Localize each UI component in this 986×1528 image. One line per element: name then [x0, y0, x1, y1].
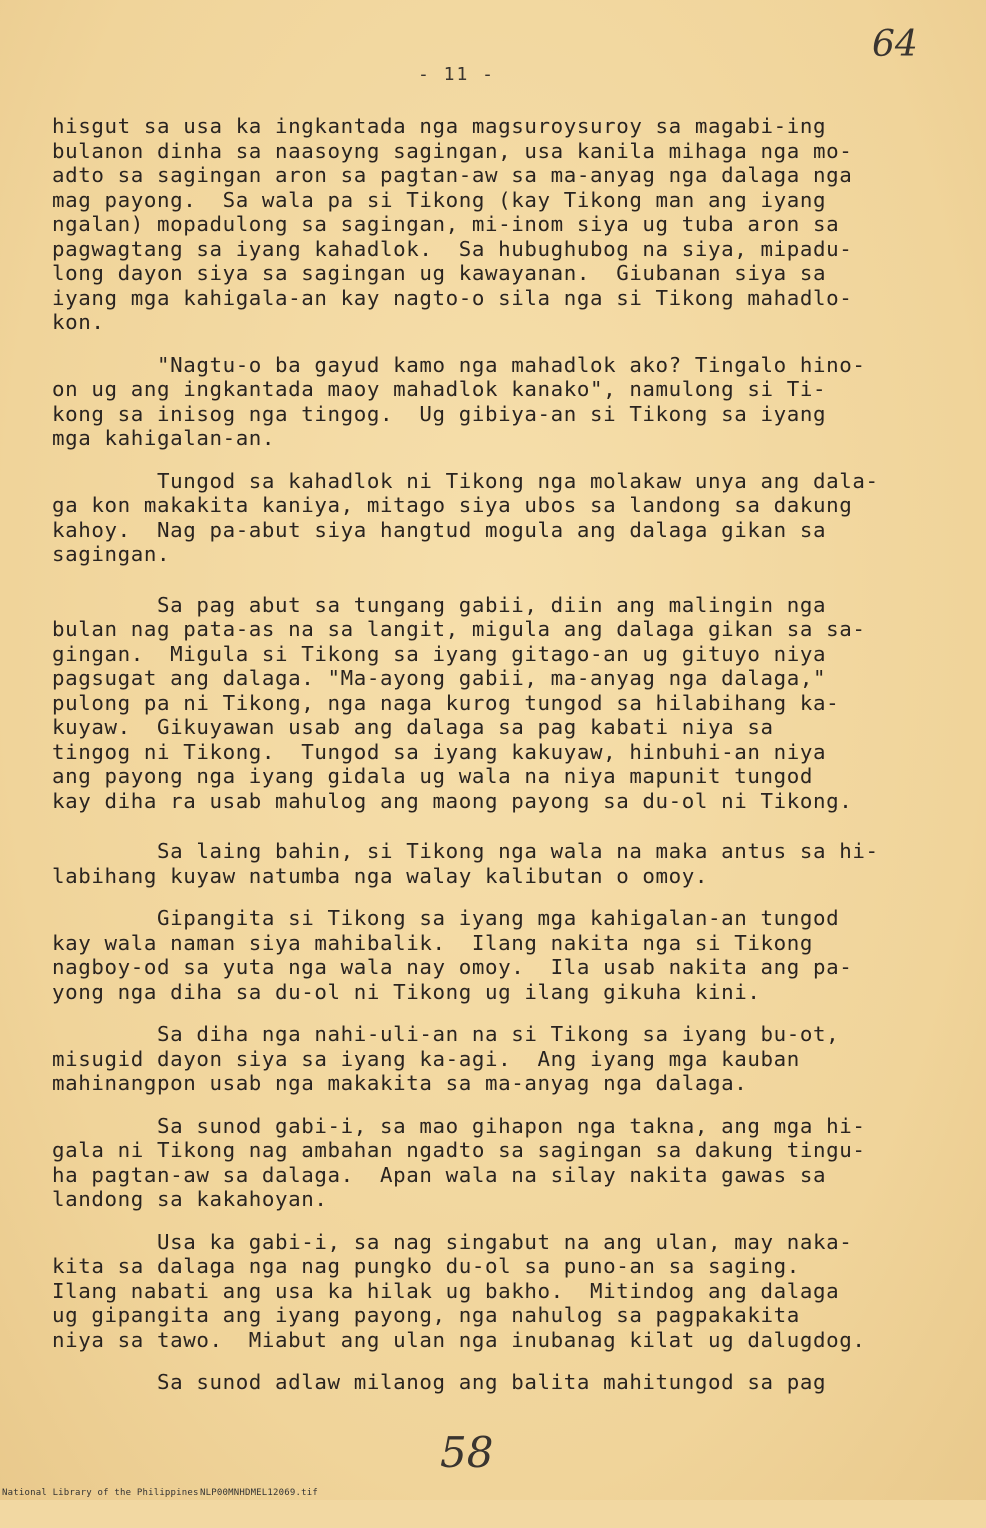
file-name: NLP00MNHDMEL12069.tif — [200, 1488, 318, 1498]
paragraph-gap — [52, 1004, 952, 1022]
paragraph — [52, 1114, 952, 1212]
text-line: kon. — [52, 310, 105, 334]
paragraph — [52, 839, 952, 888]
text-line: mahinangpon usab nga makakita sa ma-anyag nga dalaga. — [52, 1071, 748, 1095]
text-line: ug gipangita ang iyang payong, nga nahulog sa pagpakakita — [52, 1303, 800, 1327]
text-line: kay diha ra usab mahulog ang maong payong sa du-ol ni Tikong. — [52, 788, 853, 813]
paragraph-gap — [52, 451, 952, 469]
paragraph-gap — [52, 1096, 952, 1114]
text-line: Sa diha nga nahi-uli-an na si Tikong sa iyang bu-ot, — [52, 1022, 840, 1046]
text-line: pagwagtang sa iyang kahadlok. Sa hubughubog na siya, mipadu- — [52, 236, 853, 261]
paragraph — [52, 1230, 952, 1353]
text-line: landong sa kakahoyan. — [52, 1187, 328, 1211]
text-line: "Nagtu-o ba gayud kamo nga mahadlok ako? Tingalo hino- — [52, 352, 866, 377]
text-line: kay wala naman siya mahibalik. Ilang nakita nga si Tikong — [52, 930, 814, 955]
text-line: kong sa inisog nga tingog. Ug gibiya-an si Tikong sa iyang — [52, 401, 827, 426]
text-line: Sa sunod gabi-i, sa mao gihapon nga takna, ang mga hi- — [52, 1113, 866, 1138]
text-line: on ug ang ingkantada maoy mahadlok kanako", namulong si Ti- — [52, 377, 827, 401]
text-line: bulanon dinha sa naasoyng sagingan, usa kanila mihaga nga mo- — [52, 138, 853, 163]
paragraph — [52, 469, 952, 567]
handwritten-page-number-bottom: 58 — [440, 1428, 494, 1477]
handwritten-page-number-top: 64 — [872, 24, 918, 65]
text-line: Tungod sa kahadlok ni Tikong nga molakaw unya ang dala- — [52, 468, 879, 493]
paragraph-gap — [52, 813, 952, 839]
paragraph — [52, 353, 952, 451]
text-line: niya sa tawo. Miabut ang ulan nga inubanag kilat ug dalugdog. — [52, 1327, 866, 1352]
paragraph-gap — [52, 335, 952, 353]
text-line: tingog ni Tikong. Tungod sa iyang kakuyaw, hinbuhi-an niya — [52, 739, 827, 764]
text-line: Gipangita si Tikong sa iyang mga kahigalan-an tungod — [52, 906, 840, 930]
text-line: yong nga diha sa du-ol ni Tikong ug ilang gikuha kini. — [52, 979, 761, 1004]
text-line: ngalan) mopadulong sa sagingan, mi-inom siya ug tuba aron sa — [52, 212, 840, 236]
paragraph — [52, 593, 952, 814]
paragraph-gap — [52, 1352, 952, 1370]
text-line: bulan nag pata-as na sa langit, migula ang dalaga gikan sa sa- — [52, 617, 866, 641]
paragraph — [52, 114, 952, 335]
text-line: mga kahigalan-an. — [52, 426, 276, 450]
text-line: ha pagtan-aw sa dalaga. Apan wala na silay nakita gawas sa — [52, 1162, 827, 1187]
text-line: sagingan. — [52, 542, 171, 566]
text-line: Sa laing bahin, si Tikong nga wala na maka antus sa hi- — [52, 839, 879, 863]
typed-body-text — [52, 114, 952, 1395]
text-line: Sa sunod adlaw milanog ang balita mahitungod sa pag — [52, 1370, 827, 1394]
paragraph-gap — [52, 888, 952, 906]
text-line: hisgut sa usa ka ingkantada nga magsuroysuroy sa magabi-ing — [52, 114, 827, 138]
source-credit: National Library of the Philippines — [2, 1488, 199, 1498]
text-line: Sa pag abut sa tungang gabii, diin ang malingin nga — [52, 592, 827, 617]
text-line: gingan. Migula si Tikong sa iyang gitago-an ug gituyo niya — [52, 641, 827, 666]
text-line: kita sa dalaga nga nag pungko du-ol sa puno-an sa saging. — [52, 1254, 800, 1278]
text-line: Ilang nabati ang usa ka hilak ug bakho. Mitindog ang dalaga — [52, 1278, 840, 1303]
text-line: gala ni Tikong nag ambahan ngadto sa sagingan sa dakung tingu- — [52, 1138, 866, 1162]
text-line: iyang mga kahigala-an kay nagto-o sila nga si Tikong mahadlo- — [52, 285, 853, 310]
paragraph — [52, 1370, 952, 1395]
paragraph — [52, 1022, 952, 1096]
typed-page-mark: - 11 - — [418, 64, 496, 85]
text-line: misugid dayon siya sa iyang ka-agi. Ang iyang mga kauban — [52, 1046, 800, 1071]
text-line: kahoy. Nag pa-abut siya hangtud mogula ang dalaga gikan sa — [52, 517, 827, 542]
text-line: ang payong nga iyang gidala ug wala na niya mapunit tungod — [52, 764, 814, 788]
text-line: mag payong. Sa wala pa si Tikong (kay Tikong man ang iyang — [52, 187, 827, 212]
text-line: long dayon siya sa sagingan ug kawayanan. Giubanan siya sa — [52, 261, 827, 285]
paragraph-gap — [52, 567, 952, 593]
text-line: labihang kuyaw natumba nga walay kalibutan o omoy. — [52, 863, 709, 888]
scan-footer — [0, 1488, 986, 1528]
text-line: nagboy-od sa yuta nga wala nay omoy. Ila usab nakita ang pa- — [52, 955, 853, 979]
text-line: ga kon makakita kaniya, mitago siya ubos sa landong sa dakung — [52, 493, 853, 517]
text-line: pulong pa ni Tikong, nga naga kurog tungod sa hilabihang ka- — [52, 690, 840, 715]
text-line: kuyaw. Gikuyawan usab ang dalaga sa pag kabati niya sa — [52, 715, 774, 739]
text-line: pagsugat ang dalaga. "Ma-ayong gabii, ma-anyag nga dalaga," — [52, 666, 827, 690]
paragraph-gap — [52, 1212, 952, 1230]
paragraph — [52, 906, 952, 1004]
text-line: adto sa sagingan aron sa pagtan-aw sa ma-anyag nga dalaga nga — [52, 163, 853, 187]
text-line: Usa ka gabi-i, sa nag singabut na ang ulan, may naka- — [52, 1229, 853, 1254]
